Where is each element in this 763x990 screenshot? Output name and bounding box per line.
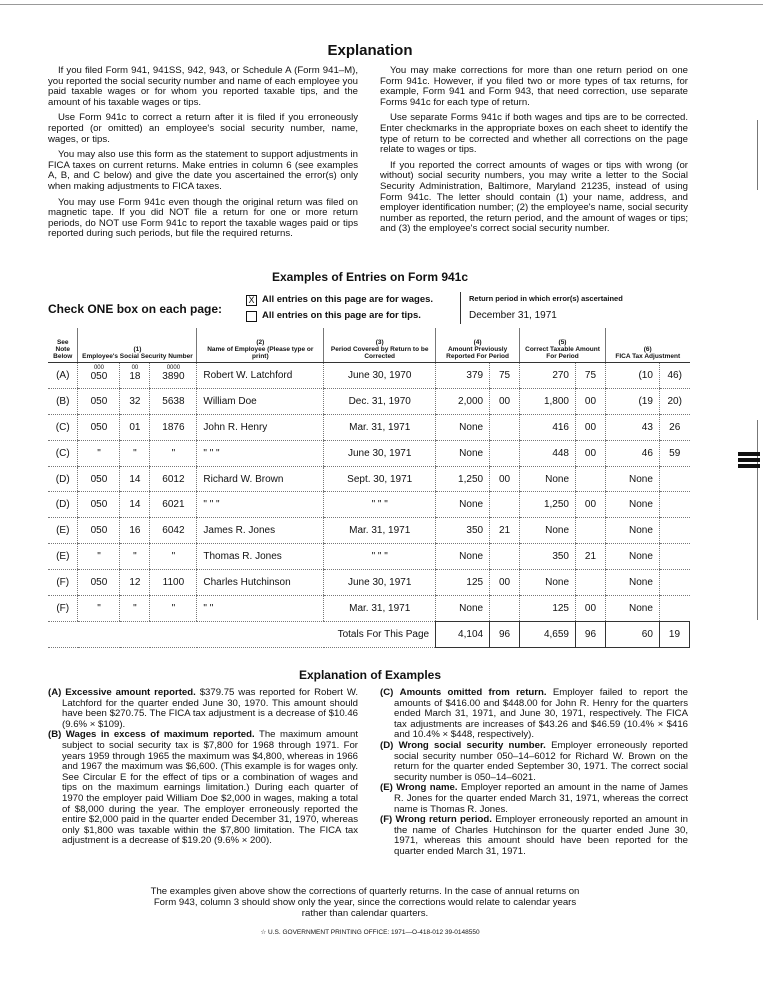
correct-dollars-cell: 1,250 <box>520 492 576 518</box>
ssn-part1-cell: " <box>78 596 120 622</box>
previous-dollars-cell: 350 <box>436 518 490 544</box>
margin-mark <box>738 452 760 456</box>
previous-cents-cell: 75 <box>490 363 520 389</box>
correct-dollars-cell: None <box>520 466 576 492</box>
explanation-item <box>380 815 688 857</box>
wages-checkbox-label: All entries on this page are for wages. <box>262 294 434 305</box>
ssn-part3-cell: " <box>150 440 197 466</box>
intro-paragraph: You may make corrections for more than one return period on one Form 941c. However, if you filed two or more types of tax returns, for example, Form 941 and Form 943, that need correction, use separate Forms 941c for each type of return. <box>380 65 688 108</box>
period-cell: Mar. 31, 1971 <box>324 596 436 622</box>
note-cell: (C) <box>48 440 78 466</box>
ssn-value: 18 <box>129 371 141 383</box>
totals-fica-dollars: 60 <box>605 621 659 647</box>
table-row <box>48 544 690 570</box>
totals-correct-dollars: 4,659 <box>520 621 576 647</box>
fica-dollars-cell: None <box>605 596 659 622</box>
previous-cents-cell: 00 <box>490 388 520 414</box>
previous-dollars-cell: 125 <box>436 570 490 596</box>
top-rule <box>0 4 763 5</box>
ssn-value: 050 <box>90 371 108 383</box>
correct-cents-cell: 00 <box>576 388 606 414</box>
previous-dollars-cell: 1,250 <box>436 466 490 492</box>
ssn-part3-cell: 6012 <box>150 466 197 492</box>
period-cell: June 30, 1970 <box>324 363 436 389</box>
explanation-item <box>380 783 688 815</box>
previous-dollars-cell: 2,000 <box>436 388 490 414</box>
previous-cents-cell <box>490 544 520 570</box>
explanation-item <box>48 688 358 730</box>
correct-cents-cell <box>576 518 606 544</box>
note-cell: (E) <box>48 518 78 544</box>
previous-cents-cell <box>490 440 520 466</box>
previous-dollars-cell: None <box>436 544 490 570</box>
previous-cents-cell <box>490 492 520 518</box>
ssn-part2-cell: 14 <box>120 466 150 492</box>
correct-dollars-cell: 350 <box>520 544 576 570</box>
employee-name-cell: Robert W. Latchford <box>197 363 324 389</box>
tips-checkbox-label: All entries on this page are for tips. <box>262 310 421 321</box>
ssn-part2-cell: 01 <box>120 414 150 440</box>
correct-cents-cell: 00 <box>576 596 606 622</box>
explanation-tag: (D) <box>380 739 394 751</box>
ssn-part3-cell: 6021 <box>150 492 197 518</box>
table-row <box>48 492 690 518</box>
margin-mark <box>738 458 760 462</box>
note-cell: (F) <box>48 570 78 596</box>
page-title: Explanation <box>327 42 413 59</box>
note-cell: (E) <box>48 544 78 570</box>
totals-row <box>48 621 690 647</box>
employee-name-cell: William Doe <box>197 388 324 414</box>
fica-cents-cell <box>659 596 689 622</box>
explanation-item <box>48 730 358 847</box>
correct-dollars-cell: 448 <box>520 440 576 466</box>
intro-right-column <box>380 66 688 240</box>
explanation-tag: (B) <box>48 729 62 741</box>
note-cell: (A) <box>48 363 78 389</box>
table-row <box>48 466 690 492</box>
explanation-text: Employer erroneously reported an amount in the name of Charles Hutchinson for the quarter ended June 30, 1971, whereas this amount should have been reported for the quarter ended March 31, 1971. <box>394 814 688 857</box>
employee-name-cell: " " <box>197 596 324 622</box>
employee-name-cell: James R. Jones <box>197 518 324 544</box>
fica-cents-cell: 26 <box>659 414 689 440</box>
period-cell: June 30, 1971 <box>324 570 436 596</box>
previous-dollars-cell: None <box>436 596 490 622</box>
employee-name-cell: " " " <box>197 492 324 518</box>
ssn-part2-cell: 12 <box>120 570 150 596</box>
footer-note: The examples given above show the corrections of quarterly returns. In the case of annual returns on Form 943, column 3 should show only the year, since the corrections would relate to calendar years rather than calendar quarters. <box>150 886 580 919</box>
ssn-part1-cell: 050 <box>78 388 120 414</box>
ssn-part3-cell: 5638 <box>150 388 197 414</box>
explanation-right-column <box>380 688 688 858</box>
col-header-period: (3) Period Covered by Return to be Corrected <box>324 328 436 363</box>
fica-cents-cell: 46) <box>659 363 689 389</box>
employee-name-cell: Richard W. Brown <box>197 466 324 492</box>
period-cell: " " " <box>324 544 436 570</box>
table-row <box>48 596 690 622</box>
explanation-text: The maximum amount subject to social security tax is $7,800 for 1968 through 1971. For years 1959 through 1965 the maximum was $4,800, whereas in 1966 and 1967 the maximum was $6,600. (This example is for wages only. See Circular E for the effect of tips or a combination of wages and tips on the maximum earnings limitation.) During each quarter of 1970 the employer paid William Doe $2,000 in wages, making a total of $8,000 during the year. The employer erroneously reported the entire $2,000 paid in the quarter ended December 31, 1970, whereas only $1,800 was taxable within the $7,800 limitation. The FICA tax adjustment is a decrease of $19.20 (9.6% × 200). <box>62 729 358 847</box>
explanation-text: $379.75 was reported for Robert W. Latchford for the quarter ended June 30, 1970. This amount should have been $270.75. The FICA tax adjustment is a decrease of $10.46 (9.6% × $109). <box>62 687 359 730</box>
ssn-sub-label: 00 <box>131 365 139 372</box>
fica-dollars-cell: None <box>605 466 659 492</box>
period-box <box>460 292 689 324</box>
col-header-ssn: (1) Employee's Social Security Number <box>78 328 197 363</box>
ssn-part1-cell: 050 <box>78 518 120 544</box>
period-label: Return period in which error(s) ascertained <box>469 294 623 303</box>
previous-dollars-cell: 379 <box>436 363 490 389</box>
col-header-correct: (5) Correct Taxable Amount For Period <box>520 328 606 363</box>
correct-dollars-cell: None <box>520 518 576 544</box>
correct-dollars-cell: None <box>520 570 576 596</box>
explanation-tag: (F) <box>380 814 393 826</box>
employee-name-cell: Thomas R. Jones <box>197 544 324 570</box>
explanation-item <box>380 741 688 783</box>
totals-previous-cents: 96 <box>490 621 520 647</box>
intro-paragraph: If you reported the correct amounts of wages or tips with wrong (or without) social security numbers, you may write a letter to the Social Security Administration, Baltimore, Maryland 21235, instead of using Form 941c. The letter should contain (1) your name, address, and employer identification number; (2) the employee's name, social security number as reported, the return period, and the amount of wages or tips; and (3) the employee's correct social security number. <box>380 159 688 235</box>
note-cell: (D) <box>48 492 78 518</box>
ssn-part3-cell: 6042 <box>150 518 197 544</box>
ssn-part1-cell: 050 <box>78 492 120 518</box>
explanation-heading: Wrong social security number. <box>398 739 546 751</box>
previous-cents-cell <box>490 414 520 440</box>
fica-cents-cell <box>659 492 689 518</box>
previous-cents-cell <box>490 596 520 622</box>
previous-dollars-cell: None <box>436 414 490 440</box>
table-row <box>48 440 690 466</box>
ssn-sub-label: 000 <box>93 365 104 372</box>
explanation-tag: (C) <box>380 687 394 698</box>
correct-dollars-cell: 270 <box>520 363 576 389</box>
fica-dollars-cell: 46 <box>605 440 659 466</box>
ssn-part2-cell: " <box>120 440 150 466</box>
period-cell: " " " <box>324 492 436 518</box>
correct-cents-cell <box>576 466 606 492</box>
ssn-part1-cell: 050 <box>78 414 120 440</box>
table-row <box>48 388 690 414</box>
check-label: Check ONE box on each page: <box>48 302 223 316</box>
correct-dollars-cell: 125 <box>520 596 576 622</box>
explanation-tag: (A) <box>48 687 62 698</box>
correct-cents-cell: 75 <box>576 363 606 389</box>
wages-checkbox[interactable]: X <box>246 295 257 306</box>
period-cell: June 30, 1971 <box>324 440 436 466</box>
entries-table <box>48 328 690 648</box>
fica-dollars-cell: 43 <box>605 414 659 440</box>
ssn-part3-cell <box>150 363 197 389</box>
explanation-text: Employer failed to report the amounts of $416.00 and $448.00 for John R. Henry for the quarters ended March 31, 1971, and June 30, 1971, respectively. The FICA tax adjustments are increases of $43.26 and $46.59 (10.4% × $416 and 10.4% × $448, respectively). <box>394 687 688 741</box>
ssn-part1-cell: 050 <box>78 466 120 492</box>
fica-dollars-cell: (19 <box>605 388 659 414</box>
col-header-name: (2) Name of Employee (Please type or print) <box>197 328 324 363</box>
tips-checkbox[interactable] <box>246 311 257 322</box>
note-cell: (B) <box>48 388 78 414</box>
ssn-part2-cell: " <box>120 596 150 622</box>
ssn-part3-cell: " <box>150 544 197 570</box>
employee-name-cell: John R. Henry <box>197 414 324 440</box>
explanation-heading: Wages in excess of maximum reported. <box>65 729 255 741</box>
period-cell: Dec. 31, 1970 <box>324 388 436 414</box>
ssn-part2-cell: 14 <box>120 492 150 518</box>
table-row <box>48 414 690 440</box>
correct-dollars-cell: 416 <box>520 414 576 440</box>
intro-paragraph: You may use Form 941c even though the original return was filed on magnetic tape. If you did NOT file a return for one or more return periods, do NOT use Form 941c to report the taxable wages paid or tips reported during such periods, but file the required returns. <box>48 196 358 240</box>
ssn-value: 3890 <box>162 371 185 383</box>
ssn-part3-cell: 1876 <box>150 414 197 440</box>
note-cell: (C) <box>48 414 78 440</box>
fica-dollars-cell: None <box>605 544 659 570</box>
correct-cents-cell: 21 <box>576 544 606 570</box>
fica-dollars-cell: None <box>605 570 659 596</box>
margin-rule <box>757 420 758 620</box>
previous-dollars-cell: None <box>436 440 490 466</box>
correct-cents-cell: 00 <box>576 492 606 518</box>
intro-paragraph: If you filed Form 941, 941SS, 942, 943, or Schedule A (Form 941–M), you reported the social security number and name of each employee you paid taxable wages or for whom you reported taxable tips, and the amount of his taxable wages or tips. <box>48 65 358 108</box>
correct-cents-cell <box>576 570 606 596</box>
ssn-part1-cell: " <box>78 440 120 466</box>
fica-dollars-cell: (10 <box>605 363 659 389</box>
totals-correct-cents: 96 <box>576 621 606 647</box>
ssn-part3-cell: " <box>150 596 197 622</box>
correct-dollars-cell: 1,800 <box>520 388 576 414</box>
ssn-part2-cell: 32 <box>120 388 150 414</box>
previous-cents-cell: 00 <box>490 570 520 596</box>
note-cell: (D) <box>48 466 78 492</box>
correct-cents-cell: 00 <box>576 440 606 466</box>
period-cell: Mar. 31, 1971 <box>324 518 436 544</box>
ssn-part2-cell: 16 <box>120 518 150 544</box>
table-row <box>48 570 690 596</box>
col-header-previous: (4) Amount Previously Reported For Period <box>436 328 520 363</box>
fica-cents-cell: 59 <box>659 440 689 466</box>
fica-dollars-cell: None <box>605 518 659 544</box>
ssn-part3-cell: 1100 <box>150 570 197 596</box>
correct-cents-cell: 00 <box>576 414 606 440</box>
examples-title: Examples of Entries on Form 941c <box>271 270 469 284</box>
explanation-heading: Wrong name. <box>396 782 458 794</box>
totals-previous-dollars: 4,104 <box>436 621 490 647</box>
note-cell: (F) <box>48 596 78 622</box>
intro-paragraph: Use Form 941c to correct a return after it is filed if you erroneously reported (or omitted) an employee's social security number, name, wages, or tips. <box>48 112 358 145</box>
checkbox-area <box>48 292 690 326</box>
ssn-part1-cell: 050 <box>78 570 120 596</box>
ssn-part1-cell <box>78 363 120 389</box>
ssn-sub-label: 0000 <box>166 365 181 372</box>
fica-cents-cell <box>659 570 689 596</box>
totals-label: Totals For This Page <box>48 621 436 647</box>
fica-cents-cell <box>659 518 689 544</box>
ssn-part2-cell: " <box>120 544 150 570</box>
explanation-text: Employer reported an amount in the name of James R. Jones for the quarter ended March 31, 1971, whereas the correct name is Thomas R. Jones. <box>394 782 688 815</box>
ssn-part1-cell: " <box>78 544 120 570</box>
period-value: December 31, 1971 <box>469 310 557 321</box>
fica-cents-cell: 20) <box>659 388 689 414</box>
explanation-heading: Amounts omitted from return. <box>399 687 547 698</box>
fica-cents-cell <box>659 466 689 492</box>
explanation-heading: Excessive amount reported. <box>65 687 196 698</box>
col-header-fica: (6) FICA Tax Adjustment <box>605 328 689 363</box>
period-cell: Mar. 31, 1971 <box>324 414 436 440</box>
previous-cents-cell: 00 <box>490 466 520 492</box>
explanation-text: Employer erroneously reported social security number 050–14–6012 for Richard W. Brown on the return for the quarter ended September 30, 1971. The correct social security number is 050–14–6021. <box>394 739 689 783</box>
employee-name-cell: Charles Hutchinson <box>197 570 324 596</box>
explanation-tag: (E) <box>380 782 393 794</box>
explanation-item <box>380 688 688 741</box>
explanation-heading: Wrong return period. <box>395 814 492 826</box>
employee-name-cell: " " " <box>197 440 324 466</box>
margin-rule <box>757 120 758 190</box>
fica-dollars-cell: None <box>605 492 659 518</box>
table-row <box>48 363 690 389</box>
margin-mark <box>738 464 760 468</box>
previous-cents-cell: 21 <box>490 518 520 544</box>
printer-line: ☆ U.S. GOVERNMENT PRINTING OFFICE: 1971—O-418-012 39-0148550 <box>260 929 480 936</box>
period-cell: Sept. 30, 1971 <box>324 466 436 492</box>
fica-cents-cell <box>659 544 689 570</box>
col-header-note: See Note Below <box>48 328 78 363</box>
intro-left-column <box>48 66 358 245</box>
intro-paragraph: You may also use this form as the statement to support adjustments in FICA taxes on current returns. Make entries in column 6 (see examples A, B, and C below) and give the date you ascertained the error(s) only when making adjustments to FICA taxes. <box>48 149 358 192</box>
table-row <box>48 518 690 544</box>
totals-fica-cents: 19 <box>659 621 689 647</box>
previous-dollars-cell: None <box>436 492 490 518</box>
explanation-left-column <box>48 688 358 847</box>
explanation-of-examples-title: Explanation of Examples <box>298 668 442 682</box>
intro-paragraph: Use separate Forms 941c if both wages and tips are to be corrected. Enter checkmarks in the appropriate boxes on each sheet to identify the type of return to be corrected and whether all corrections on the page relate to wages or tips. <box>380 112 688 156</box>
ssn-part2-cell <box>120 363 150 389</box>
